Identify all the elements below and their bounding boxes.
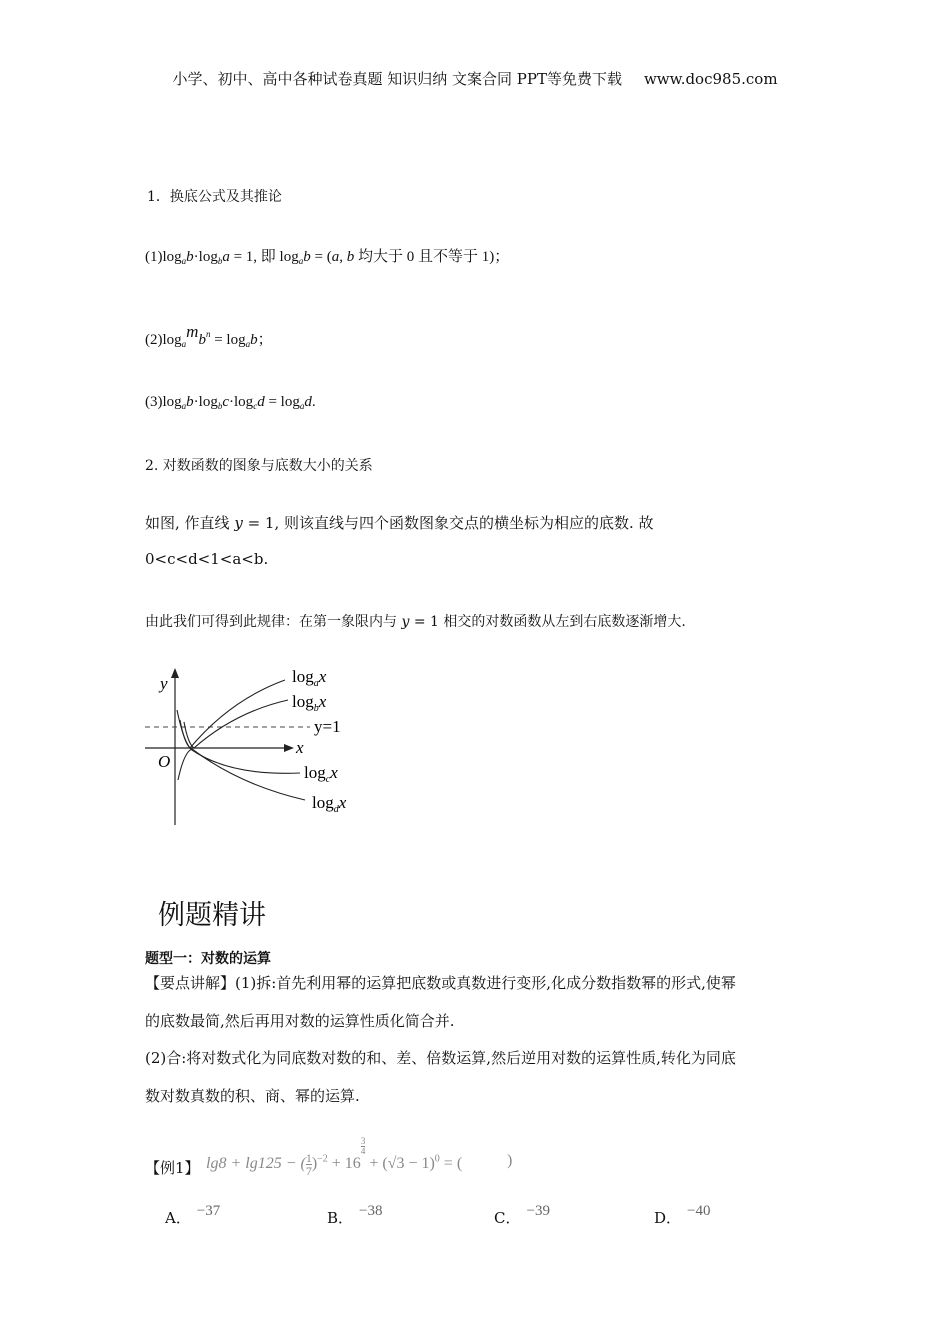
y-axis-arrow [171, 668, 179, 678]
example1-formula: lg8 + lg125 − ( $\frac{1}{7}$ )$^{-2}$ + 16 $\frac{3}{4}$ + $(√3 - 1)^0$ = ( [206, 1136, 463, 1178]
item1-title: 1．换底公式及其推论 [147, 189, 282, 205]
curve-log-d [178, 749, 305, 800]
hline-label: y=1 [314, 717, 341, 736]
origin-label: O [158, 752, 171, 771]
example1-close-paren: ) [507, 1152, 513, 1169]
paragraph-2: 由此我们可得到此规律：在第一象限内与 y = 1 相交的对数函数从左到右底数逐渐增大. [145, 614, 686, 630]
y-axis-label: y [160, 674, 168, 693]
curve-log-a [180, 680, 285, 748]
label-log-b: $\log_bx$ [292, 692, 327, 714]
formula-3: $(3)\log_ab\cdot\log_bc\cdot\log_cd = \log_ad$. [145, 394, 316, 411]
formula-2: $(2)\log_amb^n = \log_ab$； [145, 322, 273, 349]
label-log-d: $\log_dx$ [312, 793, 347, 815]
option-c[interactable]: C． −39 [494, 1203, 550, 1227]
section-title: 例题精讲 [158, 900, 266, 931]
curve-log-b [184, 700, 288, 748]
key-points-line4: 数对数真数的积、商、幂的运算. [145, 1087, 360, 1105]
key-points-line2: 的底数最简,然后再用对数的运算性质化简合并. [145, 1012, 455, 1030]
key-points-line3: (2)合:将对数式化为同底数对数的和、差、倍数运算,然后逆用对数的运算性质,转化为同底 [145, 1049, 736, 1067]
example1-label: 【例1】 [145, 1159, 200, 1177]
header-right: www.doc985.com [643, 70, 778, 88]
log-function-graph [140, 660, 380, 830]
x-axis-label: x [296, 738, 304, 757]
type1-title: 题型一：对数的运算 [145, 951, 271, 967]
paragraph-1: 如图, 作直线 y = 1, 则该直线与四个函数图象交点的横坐标为相应的底数. 故 [145, 514, 654, 532]
label-log-a: $\log_ax$ [292, 667, 327, 689]
formula-1: $(1)\log_ab\cdot\log_ba = 1$, 即 $\log_ab = (a$, b 均大于 0 且不等于 1)； [145, 249, 510, 266]
option-d[interactable]: D． −40 [654, 1203, 711, 1227]
header-left: 小学、初中、高中各种试卷真题 知识归纳 文案合同 PPT等免费下载 [172, 70, 622, 88]
key-points-line1: 【要点讲解】(1)拆:首先利用幂的运算把底数或真数进行变形,化成分数指数幂的形式,使幂 [145, 974, 736, 992]
label-log-c: $\log_cx$ [304, 763, 338, 785]
option-b[interactable]: B． −38 [327, 1203, 383, 1227]
x-axis-arrow [284, 744, 294, 752]
option-a[interactable]: A． −37 [165, 1203, 221, 1227]
item2-title: 2. 对数函数的图象与底数大小的关系 [145, 458, 373, 474]
page-header [0, 68, 950, 89]
paragraph-1-line2: 0<c<d<1<a<b. [145, 550, 269, 568]
